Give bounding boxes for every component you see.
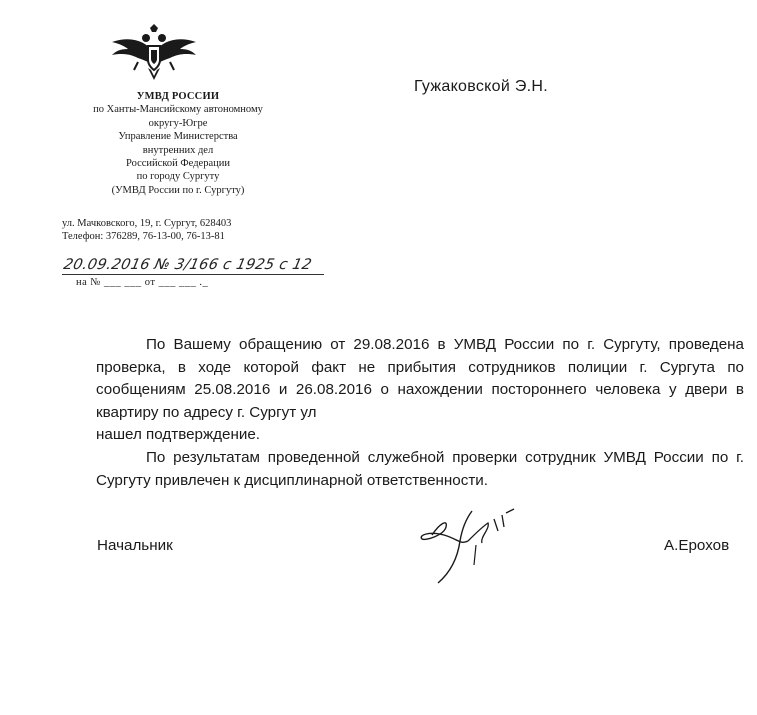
org-line-4: Управление Министерства xyxy=(118,131,238,143)
org-line-1: УМВД РОССИИ xyxy=(136,91,220,102)
registration-line xyxy=(62,257,332,297)
registration-number-handwritten: 20.09.2016 № 3/166 с 1925 с 12 xyxy=(62,257,314,273)
org-address-block xyxy=(62,217,322,243)
org-address: ул. Мачковского, 19, г. Сургут, 628403 xyxy=(62,218,232,229)
org-phone: Телефон: 376289, 76-13-00, 76-13-81 xyxy=(62,231,225,242)
registration-underline xyxy=(62,274,324,275)
org-line-6: Российской Федерации xyxy=(126,158,230,170)
letter-body xyxy=(96,334,744,492)
eagle-emblem-icon xyxy=(108,22,200,84)
reference-line: на № ___ ___ от ___ ___ ._ xyxy=(76,277,209,288)
signer-title: Начальник xyxy=(97,537,173,554)
body-paragraph-1-end: нашел подтверждение. xyxy=(96,426,260,444)
recipient-name: Гужаковской Э.Н. xyxy=(414,78,548,95)
handwritten-signature-icon xyxy=(410,505,540,590)
org-line-3: округу-Югре xyxy=(148,117,208,129)
org-line-7: по городу Сургуту xyxy=(136,171,220,183)
org-line-8: (УМВД России по г. Сургуту) xyxy=(111,184,245,196)
organization-header xyxy=(48,90,308,197)
org-line-5: внутренних дел xyxy=(142,144,214,156)
body-paragraph-2: По результатам проведенной служебной проверки сотрудник УМВД России по г. Сургуту привлечен к дисциплинарной ответственности. xyxy=(96,448,744,489)
body-paragraph-1: По Вашему обращению от 29.08.2016 в УМВД России по г. Сургуту, проведена проверка, в ходе которой факт не прибытия сотрудников полиции г. Сургута по сообщениям 25.08.2016 и 26.08.2016 о нахождении постороннего человека у двери в квартиру по адресу г. Сургут ул xyxy=(96,336,744,421)
signer-name: А.Ерохов xyxy=(664,537,730,554)
org-line-2: по Ханты-Мансийскому автономному xyxy=(93,104,263,116)
